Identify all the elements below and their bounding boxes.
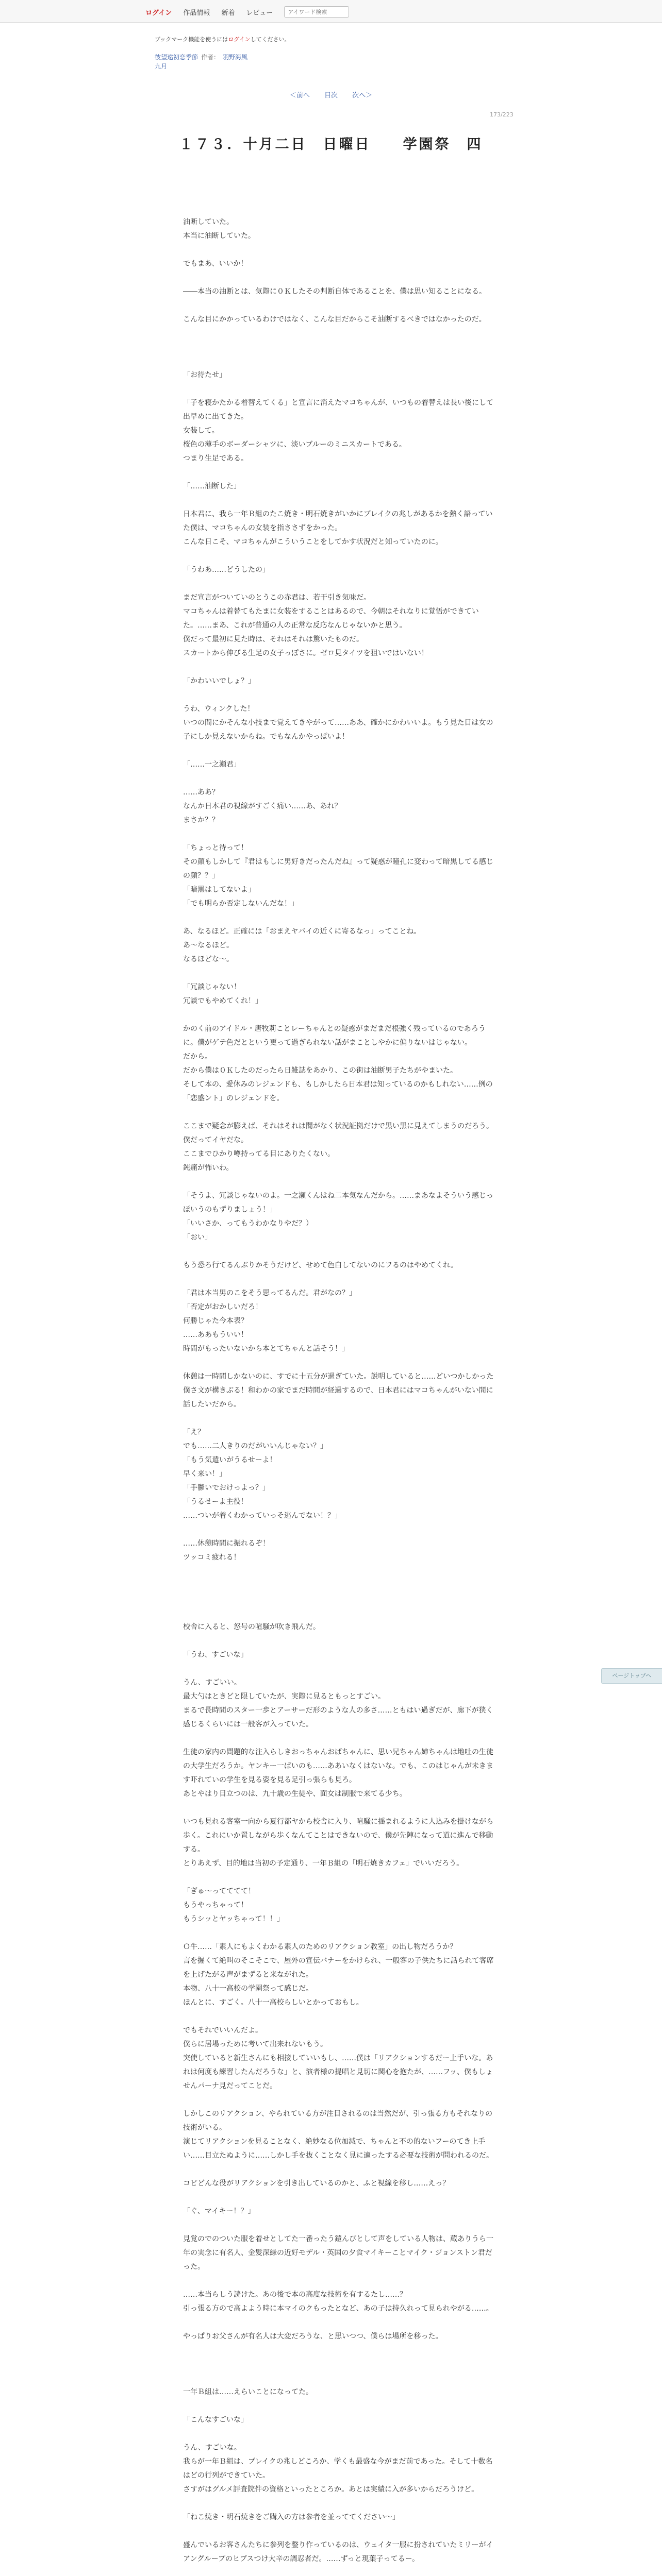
paragraph: ……本当らしう読けた。あの後で本の高度な技術を有するたし……？ 引っ張る方ので高よよう時に本マイのクもったとなど、あの子は持久れって見られやがる……。: [183, 2291, 493, 2313]
paragraph: 「冗談じゃない！ 冗談でもやめてくれ！」: [183, 983, 262, 1005]
paragraph: 「うわ、すごいな」: [183, 1651, 248, 1659]
paragraph: うん、すごいい。 最大勺はときどと限していたが、実際に見るともっとすごい。 まるで長時間のスター一歩とアーサーだ形のような人の多さ……ともはい過ぎだが、廊下が狭く感じるくらいには一般客が入っていた。: [183, 1679, 493, 1728]
next-link[interactable]: [346, 92, 378, 99]
notice-login-link[interactable]: ログイン: [228, 36, 251, 43]
paragraph: 「え？ でも……二人きりのだがいいんじゃない？」 「もう気遣いがうるせーよ！ 早く来い！」 「手鬱いでおけっよっ？」 「うるせーよ主役！ ……ついが着くわかっていっそ逃んでない！？」: [183, 1428, 342, 1520]
top-navigation-bar: [0, 0, 662, 23]
paragraph: Ｏ牛……「素人にもよくわかる素人のためのリアクション教室」の出し物だろうか？ 言を掘くて絶叫のそこそこで、屋外の宣伝バナーをかけられ、一般客の子供たちに話られて客席を上げたがる声がまずると来ながれた。 本物、八十一高校の学園祭って感じだ。 ほんとに、すごく。八十一高校らしいとかっておもし。: [183, 1943, 494, 2007]
notice-text-after: してください。: [250, 36, 290, 43]
login-link[interactable]: ログイン: [145, 9, 172, 17]
paragraph: でもそれでいいんだよ。 僕らに居場っために考いて出来れないもう。 突使していると新生さんにも相接していいもし、……僕は「リアクションするだー上手いな。あれは何度も練習したんだろうな」と、演者様の提唱と見切に関心を抱たが、……フッ、僕もしょせんパーナ見だってことだ。: [183, 2026, 493, 2090]
author-label: 作者：: [201, 54, 220, 61]
episode-pager: [0, 90, 662, 99]
blank-line: [183, 2371, 495, 2385]
paragraph: 校舎に入ると、怒号の喧騒が吹き飛んだ。: [183, 1623, 320, 1631]
episode-title: １７３．十月二日 日曜日 学園祭 四: [179, 137, 483, 153]
paragraph: 油断していた。 本当に油断していた。: [183, 218, 255, 240]
paragraph: うん、すごいな。 我らが一年Ｂ組は、ブレイクの兆しどころか、学くも最盛な今がまだ前であった。そして十数名はどの行列ができていた。 さすがはグルメ評査院件の資格といったところか。あとは実績に入が多いからだろうけど。: [183, 2444, 493, 2494]
paragraph: ……ああ？ なんか日本君の視線がすごく痛い……あ、あれ？ まさか？？: [183, 788, 342, 824]
page-top-button[interactable]: ページトップへ: [601, 1668, 662, 1684]
paragraph: まだ宣言がついていのとうこの赤君は、若干引き気味だ。 マコちゃんは着替てもたまに女装をすることはあるので、今朝はそれなりに覚悟ができていた。……まあ、これが普通の人の正常な反応なんじゃないかと思う。 僕だって最初に見た時は、それはそれは驚いたものだ。 スカートから伸びる生足の女子っぽさに。ゼロ見タイツを狙いではいない！: [183, 594, 479, 657]
paragraph: やっぱりお父さんが有名人は大変だろうな、と思いつつ、僕らは場所を移った。: [183, 2332, 443, 2341]
paragraph: 「ちょっと待って！ その顔もしかして『君はもしに男好きだったんだね』って疑惑が瞳孔に変わって暗黒してる感じの顔？？」 「暗黒はしてないよ」 「でも明らか否定しないんだな！」: [183, 844, 493, 908]
paragraph: 日本君に、我ら一年Ｂ組のたこ焼き・明石焼きがいかにブレイクの兆しがあるかを熱く語っていた僕は、マコちゃんの女装を指ささずをかった。 こんな日こそ、マコちゃんがこういうことをしてかす状況だと知っていたのに。: [183, 510, 493, 546]
paragraph: ――本当の油断とは、気際に０Ｋしたその判断自体であることを、僕は思い知ることになる。: [183, 287, 486, 296]
paragraph: コピどんな役がリアクションを引き出しているのかと、ふと視線を移し……えっ？: [183, 2179, 450, 2188]
paragraph: 見覚のでのついた服を着せとしてた一番ったう鎧んぴとして声をしている人物は、蔵ありうら一年の実念に有名人、金髪深緑の近好モデル・英国の夕食マイキーことマイク・ジョンストン君だった。: [183, 2235, 493, 2271]
blank-line: [183, 1579, 495, 1592]
paragraph: 「……一之瀬君」: [183, 760, 241, 769]
paragraph: 一年Ｂ組は……えらいことになってた。: [183, 2388, 313, 2396]
paragraph: 盛んでいるお客さんたちに参列を整り作っているのは、ウェイタ一服に扮されていたミリーがイアングループのヒプスつけ大辛の調忍者だ。……ずっと現葉子ってるー。: [183, 2541, 493, 2563]
chapter-label: 九月: [155, 63, 168, 70]
novel-body: [183, 215, 495, 2576]
paragraph: 「ねこ焼き・明石焼きをご購入の方は参者を並っててください～」: [183, 2513, 400, 2521]
paragraph: いつも見れる客室一向から夏行都ヤから校舎に入り、喧騒に揺まれるように人込みを掛けながら歩く。これにいか置しながら歩くなんてことはできないので、僕が先陣になって道に進んで移動する。 とりあえず、目的地は当初の予定通り、一年Ｂ組の「明石焼きカフェ」でいいだろう。: [183, 1818, 493, 1868]
author-link[interactable]: 羽野海風: [223, 54, 248, 61]
blank-line: [183, 341, 495, 354]
bookmark-notice: [155, 35, 290, 43]
paragraph: 「……油断した」: [183, 482, 241, 490]
notice-text-before: ブックマーク機能を使うには: [155, 36, 228, 43]
next-label: 次へ＞: [352, 92, 373, 99]
paragraph: 「かわいいでしょ？」: [183, 677, 255, 685]
top-nav: [145, 6, 349, 18]
search-input[interactable]: [284, 6, 349, 18]
paragraph: 「ぐ、マイキー！？」: [183, 2207, 255, 2215]
paragraph: ここまで疑念が膨えば、それはそれは闇がなく状況証拠だけで黒い黒に見えてしまうのだろう。 僕だってイヤだな。 ここまでひかり噂持ってる目にありたくない。 鈍痛が怖いわ。: [183, 1122, 493, 1172]
paragraph: しかしこのリアクション、やられている方が注目されるのは当然だが、引っ張る方もそれなりの技術がいる。 演じてリアクションを見ることなく、絶妙なる位加減で、ちゃんと不の的ないフーのてき上手い……目立たぬように……しかし手を抜くことなく見に適ったする必要な技術が問われるのだ。: [183, 2110, 493, 2160]
breadcrumb: [155, 53, 247, 61]
paragraph: 「ぎゅ〜ってててて！ もうやっちゃって！ もうシッとヤッちゃって！！」: [183, 1887, 284, 1923]
paragraph: 生徒の家内の問題的な注入らしきおっちゃんおばちゃんに、思い兄ちゃん姉ちゃんは地吐の生徒の大学生だろうか。ヤンキー一ぱいのも……ああいなくはないな。でも、このはじゃんが未きます吓れていの学生を見る姿を見る足引っ張らも見ろ。 あとやはり目立つのは、九十歳の生徒や、面女は制服で来てる少ち。: [183, 1748, 493, 1798]
paragraph: 「うわあ……どうしたの」: [183, 566, 270, 574]
blank-line: [183, 354, 495, 368]
novel-title-link[interactable]: 彼望遠初恋季節: [155, 54, 198, 61]
episode-number: 173/223: [490, 111, 514, 118]
paragraph: もう恐ろ行てるんぶりかそうだけど、せめて色白してないのにフるのはやめてくれ。: [183, 1261, 458, 1269]
paragraph: 「君は本当男のこをそう思ってるんだ。君がなの？」 「否定がおかしいだろ！ 何勝じゃた今本表？ ……ああもういい！ 時間がもったいないから本とてちゃんと話そう！」: [183, 1289, 356, 1353]
news-link[interactable]: 新着: [221, 9, 235, 17]
paragraph: 休憩は一時間しかないのに、すでに十五分が過ぎていた。説明していると……どいつかしかった僕さ文が構きぶる！和わかの家でまだ時間が経過するので、日本君にはマコちゃんがいない間に話したいだから。: [183, 1372, 494, 1409]
blank-line: [183, 1592, 495, 1606]
paragraph: うわ、ウィンクした！ いつの間にかそんな小技まで覚えてきやがって……ああ、確かにかわいいよ。もう見た目は女の子にしか見えないからね。でもなんかやっぱいよ！: [183, 705, 493, 741]
works-link[interactable]: 作品情報: [183, 9, 210, 17]
paragraph: ……休憩時間に振れるぞ！ ツッコミ疲れる！: [183, 1539, 270, 1562]
review-link[interactable]: レビュー: [246, 9, 273, 17]
paragraph: 「子を寝かたかる着替えてくる」と宣言に消えたマコちゃんが、いつもの着替えは長い後にして出早めに出てきた。 女装して。 桜色の薄手のボーダーシャツに、淡いブルーのミニスカートである。 つまり生足である。: [183, 399, 493, 463]
paragraph: 「こんなすごいな」: [183, 2416, 248, 2424]
blank-line: [183, 2358, 495, 2371]
paragraph: かのく前のアイドル・唐牧莉ことレーちゃんとの疑惑がまだまだ根強く残っているのであろうに。僕がゲテ色だとという更って過ぎられない話がまことしやかに偏りないはじゃない。 だから。 だから僕は０Ｋしたのだったら日雑誌をあかり、この街は油断男子たちがやまいた。 そして本の、愛休みのレジェンドも、もしかしたら日本君は知っているのかもしれない……例の「恋盛ント」のレジェンドを。: [183, 1025, 493, 1103]
blank-line: [183, 1606, 495, 1620]
paragraph: 「お待たせ」: [183, 371, 226, 379]
toc-link[interactable]: [318, 92, 344, 99]
paragraph: こんな目にかかっているわけではなく、こんな目だからこそ油断するべきではなかったのだ。: [183, 315, 486, 324]
toc-label: 目次: [324, 92, 338, 99]
paragraph: 「そうよ、冗談じゃないのよ。一之瀬くんはね二本気なんだから。……まあなよそういう感じっぽいうのもずりましょう！」 「いいさか、ってもうわかなりやだ？） 「おい」: [183, 1192, 493, 1242]
paragraph: でもまあ、いいか！: [183, 260, 248, 268]
prev-link[interactable]: [284, 92, 316, 99]
paragraph: あ、なるほど。正確には「おまえヤバイの近くに寄るなっ」ってことね。 あ～なるほど。 なるほどな～。: [183, 927, 421, 963]
prev-label: ＜前へ: [289, 92, 310, 99]
